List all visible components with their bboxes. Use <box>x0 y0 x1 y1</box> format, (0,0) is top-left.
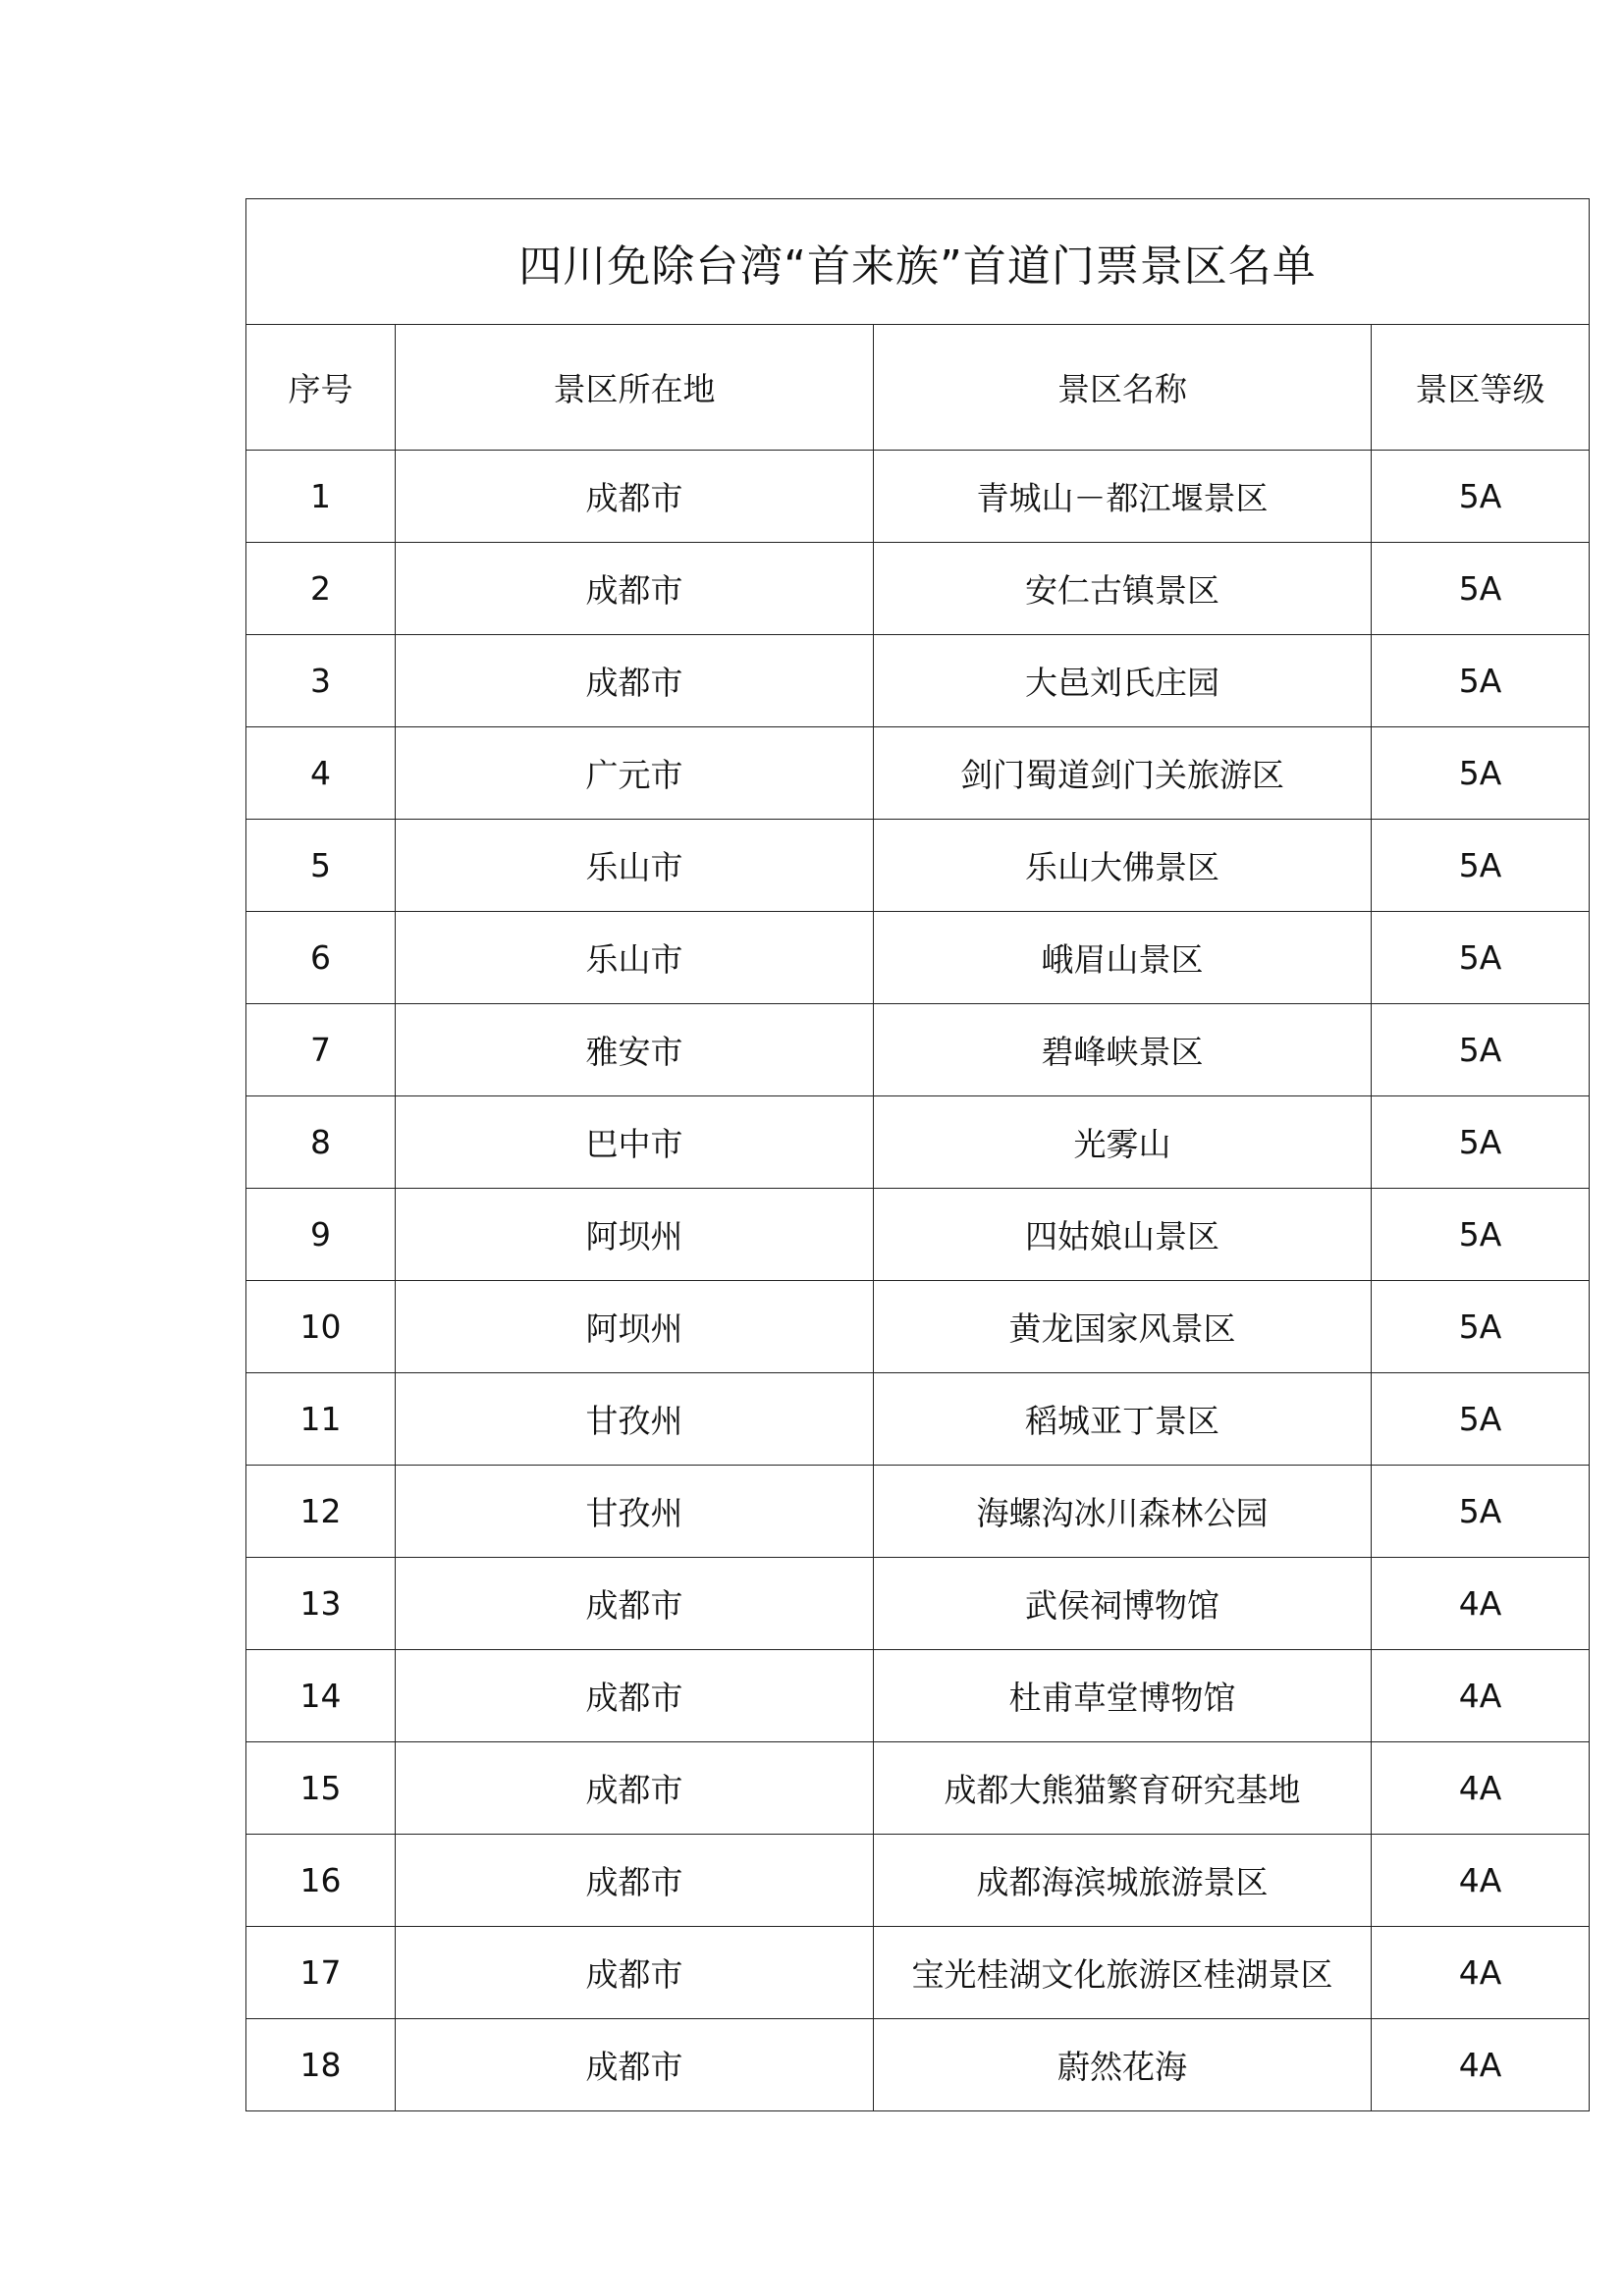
cell-no: 2 <box>246 543 396 635</box>
table-row <box>246 451 1590 543</box>
cell-name: 海螺沟冰川森林公园 <box>874 1466 1372 1558</box>
cell-no: 5 <box>246 820 396 912</box>
table-row <box>246 1742 1590 1835</box>
cell-level: 5A <box>1372 1004 1590 1096</box>
cell-location: 成都市 <box>396 1742 874 1835</box>
table-row <box>246 1004 1590 1096</box>
scenic-area-table <box>245 198 1590 2111</box>
cell-level: 4A <box>1372 1927 1590 2019</box>
cell-level: 5A <box>1372 1466 1590 1558</box>
table-row <box>246 635 1590 727</box>
table-row <box>246 1927 1590 2019</box>
cell-no: 4 <box>246 727 396 820</box>
table-row <box>246 1373 1590 1466</box>
cell-name: 成都海滨城旅游景区 <box>874 1835 1372 1927</box>
cell-level: 5A <box>1372 451 1590 543</box>
cell-name: 安仁古镇景区 <box>874 543 1372 635</box>
cell-name: 四姑娘山景区 <box>874 1189 1372 1281</box>
cell-level: 5A <box>1372 1281 1590 1373</box>
table-row <box>246 1558 1590 1650</box>
cell-location: 乐山市 <box>396 912 874 1004</box>
cell-location: 成都市 <box>396 1558 874 1650</box>
cell-no: 12 <box>246 1466 396 1558</box>
cell-name: 剑门蜀道剑门关旅游区 <box>874 727 1372 820</box>
cell-name: 碧峰峡景区 <box>874 1004 1372 1096</box>
cell-level: 5A <box>1372 912 1590 1004</box>
cell-location: 雅安市 <box>396 1004 874 1096</box>
cell-level: 5A <box>1372 727 1590 820</box>
cell-name: 青城山－都江堰景区 <box>874 451 1372 543</box>
cell-location: 成都市 <box>396 2019 874 2111</box>
cell-name: 光雾山 <box>874 1096 1372 1189</box>
table-row <box>246 543 1590 635</box>
cell-location: 成都市 <box>396 451 874 543</box>
cell-level: 5A <box>1372 1096 1590 1189</box>
table-row <box>246 1835 1590 1927</box>
cell-no: 6 <box>246 912 396 1004</box>
cell-location: 乐山市 <box>396 820 874 912</box>
header-row <box>246 325 1590 451</box>
table-row <box>246 727 1590 820</box>
cell-location: 成都市 <box>396 635 874 727</box>
cell-location: 甘孜州 <box>396 1373 874 1466</box>
table-row <box>246 2019 1590 2111</box>
header-name: 景区名称 <box>874 325 1372 451</box>
table-row <box>246 1650 1590 1742</box>
table-row <box>246 820 1590 912</box>
cell-level: 4A <box>1372 1650 1590 1742</box>
header-level: 景区等级 <box>1372 325 1590 451</box>
cell-level: 5A <box>1372 635 1590 727</box>
cell-no: 16 <box>246 1835 396 1927</box>
table-row <box>246 1096 1590 1189</box>
cell-name: 黄龙国家风景区 <box>874 1281 1372 1373</box>
cell-no: 1 <box>246 451 396 543</box>
header-no: 序号 <box>246 325 396 451</box>
cell-name: 蔚然花海 <box>874 2019 1372 2111</box>
cell-location: 成都市 <box>396 543 874 635</box>
cell-level: 5A <box>1372 820 1590 912</box>
table-row <box>246 1466 1590 1558</box>
table-body <box>246 451 1590 2111</box>
cell-no: 11 <box>246 1373 396 1466</box>
cell-level: 4A <box>1372 2019 1590 2111</box>
cell-no: 18 <box>246 2019 396 2111</box>
cell-no: 9 <box>246 1189 396 1281</box>
table-row <box>246 1189 1590 1281</box>
cell-name: 稻城亚丁景区 <box>874 1373 1372 1466</box>
cell-no: 14 <box>246 1650 396 1742</box>
cell-level: 4A <box>1372 1835 1590 1927</box>
cell-level: 5A <box>1372 543 1590 635</box>
cell-no: 17 <box>246 1927 396 2019</box>
table-title: 四川免除台湾“首来族”首道门票景区名单 <box>246 199 1590 325</box>
cell-no: 13 <box>246 1558 396 1650</box>
table-row <box>246 912 1590 1004</box>
cell-no: 7 <box>246 1004 396 1096</box>
cell-name: 宝光桂湖文化旅游区桂湖景区 <box>874 1927 1372 2019</box>
cell-name: 乐山大佛景区 <box>874 820 1372 912</box>
cell-no: 10 <box>246 1281 396 1373</box>
cell-level: 5A <box>1372 1189 1590 1281</box>
cell-location: 成都市 <box>396 1927 874 2019</box>
cell-location: 阿坝州 <box>396 1189 874 1281</box>
cell-location: 成都市 <box>396 1835 874 1927</box>
table-row <box>246 1281 1590 1373</box>
cell-no: 15 <box>246 1742 396 1835</box>
cell-location: 巴中市 <box>396 1096 874 1189</box>
cell-location: 甘孜州 <box>396 1466 874 1558</box>
cell-level: 5A <box>1372 1373 1590 1466</box>
cell-location: 广元市 <box>396 727 874 820</box>
cell-name: 成都大熊猫繁育研究基地 <box>874 1742 1372 1835</box>
cell-level: 4A <box>1372 1558 1590 1650</box>
cell-location: 阿坝州 <box>396 1281 874 1373</box>
cell-name: 武侯祠博物馆 <box>874 1558 1372 1650</box>
cell-name: 峨眉山景区 <box>874 912 1372 1004</box>
header-location: 景区所在地 <box>396 325 874 451</box>
cell-no: 3 <box>246 635 396 727</box>
cell-no: 8 <box>246 1096 396 1189</box>
cell-location: 成都市 <box>396 1650 874 1742</box>
cell-name: 大邑刘氏庄园 <box>874 635 1372 727</box>
cell-name: 杜甫草堂博物馆 <box>874 1650 1372 1742</box>
cell-level: 4A <box>1372 1742 1590 1835</box>
